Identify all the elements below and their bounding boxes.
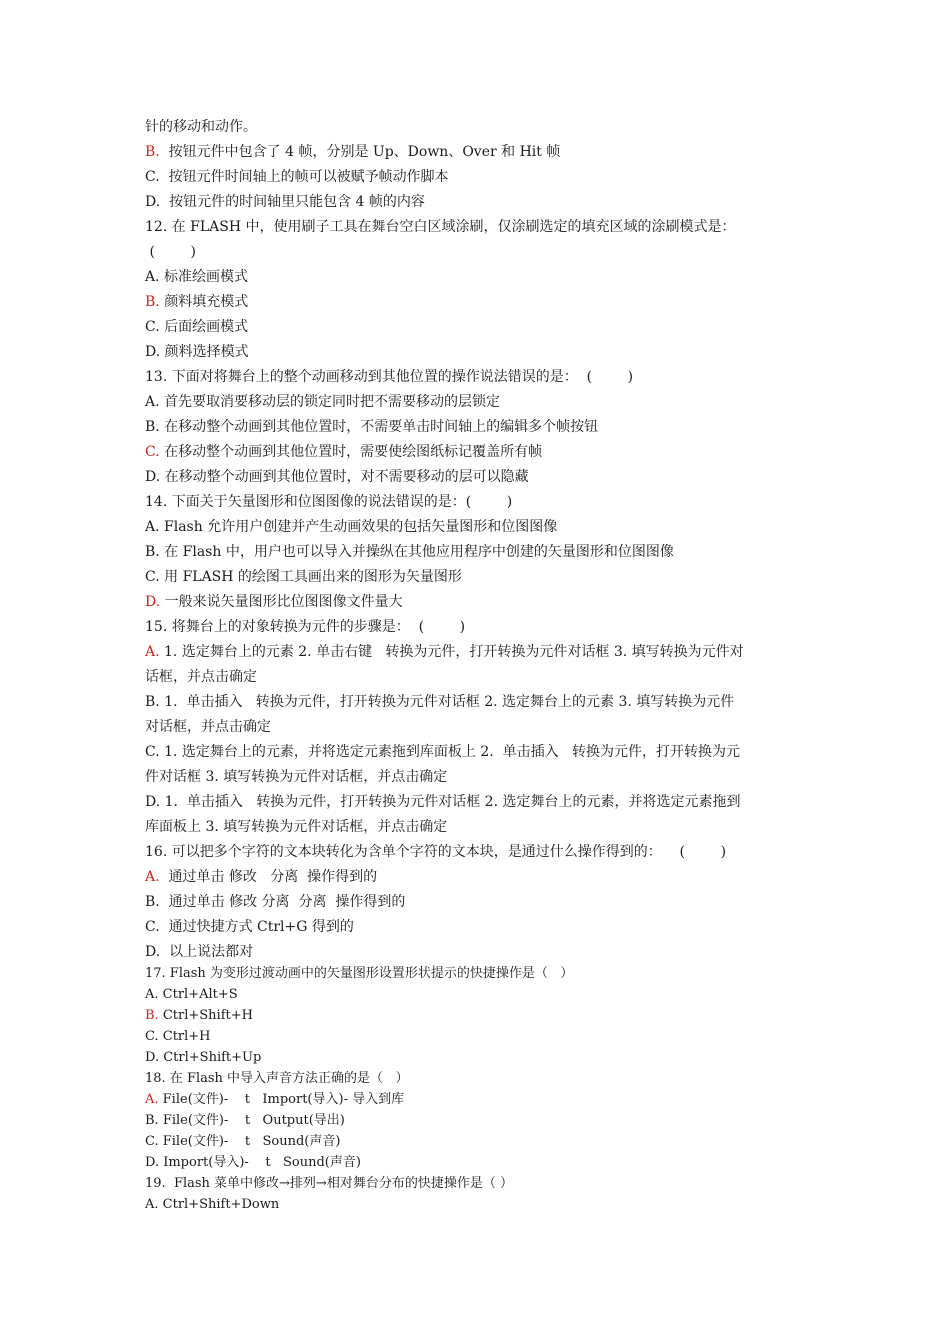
option-line [145,986,238,1004]
line-text: 1. 选定舞台上的元素 2. 单击右键 转换为元件，打开转换为元件对话框 3. 填写转换为元件对 [159,644,744,660]
line-text: 颜料填充模式 [159,294,249,310]
line-text: C. 按钮元件时间轴上的帧可以被赋予帧动作脚本 [145,169,449,185]
line-text: 库面板上 3. 填写转换为元件对话框，并点击确定 [145,819,448,835]
line-text: 件对话框 3. 填写转换为元件对话框，并点击确定 [145,769,448,785]
option-line [145,468,529,486]
answer-mark: C. [145,444,160,460]
option-line [145,418,598,436]
option-line [145,318,248,336]
line-text: 针的移动和动作。 [145,119,257,135]
line-text: B. 通过单击 修改 分离 分离 操作得到的 [145,894,406,910]
option-line [145,1112,345,1130]
text-line [145,143,560,161]
question-19 [145,1175,513,1193]
line-text: D. 按钮元件的时间轴里只能包含 4 帧的内容 [145,194,425,210]
option-line [145,1133,340,1151]
option-line [145,1049,261,1067]
option-line [145,943,253,961]
answer-mark: B. [145,144,160,160]
question-16 [145,843,726,861]
question-15 [145,618,465,636]
line-text: D. 在移动整个动画到其他位置时，对不需要移动的层可以隐藏 [145,469,529,485]
line-text: C. 通过快捷方式 Ctrl+G 得到的 [145,919,354,935]
line-text: C. Ctrl+H [145,1029,211,1044]
line-text: D. 1. 单击插入 转换为元件，打开转换为元件对话框 2. 选定舞台上的元素，并将选定元素拖到 [145,794,741,810]
line-text: 一般来说矢量图形比位图图像文件量大 [160,594,403,610]
line-text: A. Flash 允许用户创建并产生动画效果的包括矢量图形和位图图像 [145,519,558,535]
option-line [145,543,674,561]
line-text: 15. 将舞台上的对象转换为元件的步骤是： ( ) [145,619,466,635]
line-text: 通过单击 修改 分离 操作得到的 [159,869,378,885]
line-text: D. Import(导入)- t Sound(声音) [145,1155,361,1170]
text-line [145,668,257,686]
line-text: 对话框，并点击确定 [145,719,271,735]
option-line [145,268,248,286]
line-text: 19. Flash 菜单中修改→排列→相对舞台分布的快捷操作是（ ） [145,1176,513,1191]
line-text: C. 用 FLASH 的绘图工具画出来的图形为矢量图形 [145,569,462,585]
line-text: B. 在移动整个动画到其他位置时，不需要单击时间轴上的编辑多个帧按钮 [145,419,599,435]
option-line [145,593,403,611]
line-text: 14. 下面关于矢量图形和位图图像的说法错误的是：( ) [145,494,513,510]
option-line [145,1028,211,1046]
text-line [145,718,271,736]
line-text: 17. Flash 为变形过渡动画中的矢量图形设置形状提示的快捷操作是（ ） [145,966,574,981]
line-text: C. 1. 选定舞台上的元素，并将选定元素拖到库面板上 2. 单击插入 转换为元件，打开转换为元 [145,744,740,760]
option-line [145,443,542,461]
option-line [145,1196,279,1214]
text-line [145,118,257,136]
option-line [145,1091,404,1109]
line-text: 话框，并点击确定 [145,669,257,685]
answer-mark: D. [145,594,161,610]
answer-mark: A. [145,1092,159,1107]
line-text: Ctrl+Shift+H [158,1008,253,1023]
line-text: 13. 下面对将舞台上的整个动画移动到其他位置的操作说法错误的是： ( ) [145,369,634,385]
question-13 [145,368,633,386]
line-text: B. 1. 单击插入 转换为元件，打开转换为元件对话框 2. 选定舞台上的元素 3. 填写转换为元件 [145,694,735,710]
line-text: File(文件)- t Import(导入)- 导入到库 [158,1092,405,1107]
option-line [145,868,377,886]
option-line [145,518,557,536]
line-text: D. Ctrl+Shift+Up [145,1050,262,1065]
option-line [145,893,405,911]
option-line [145,293,248,311]
option-line [145,568,462,586]
line-text: 12. 在 FLASH 中，使用刷子工具在舞台空白区域涂刷，仅涂刷选定的填充区域的涂刷模式是： [145,219,736,235]
option-line [145,1007,253,1025]
option-line [145,693,734,711]
answer-mark: B. [145,294,160,310]
answer-mark: A. [145,644,160,660]
text-line [145,243,196,261]
line-text: 16. 可以把多个字符的文本块转化为含单个字符的文本块，是通过什么操作得到的： ( ) [145,844,727,860]
text-line [145,193,425,211]
option-line [145,918,354,936]
line-text: ( ) [145,244,196,260]
line-text: A. Ctrl+Alt+S [145,987,238,1002]
line-text: C. 后面绘画模式 [145,319,249,335]
question-17 [145,965,573,983]
question-18 [145,1070,408,1088]
line-text: B. File(文件)- t Output(导出) [145,1113,345,1128]
option-line [145,643,744,661]
line-text: D. 以上说法都对 [145,944,254,960]
answer-mark: B. [145,1008,159,1023]
text-line [145,818,447,836]
line-text: D. 颜料选择模式 [145,344,249,360]
line-text: C. File(文件)- t Sound(声音) [145,1134,341,1149]
option-line [145,793,741,811]
line-text: A. 标准绘画模式 [145,269,249,285]
question-14 [145,493,512,511]
line-text: 按钮元件中包含了 4 帧，分别是 Up、Down、Over 和 Hit 帧 [159,144,561,160]
text-line [145,168,449,186]
line-text: A. 首先要取消要移动层的锁定同时把不需要移动的层锁定 [145,394,501,410]
text-line [145,768,447,786]
option-line [145,1154,361,1172]
option-line [145,343,249,361]
option-line [145,393,500,411]
option-line [145,743,740,761]
question-12 [145,218,736,236]
line-text: B. 在 Flash 中，用户也可以导入并操纵在其他应用程序中创建的矢量图形和位图图像 [145,544,674,560]
line-text: 18. 在 Flash 中导入声音方法正确的是（ ） [145,1071,409,1086]
answer-mark: A. [145,869,160,885]
line-text: 在移动整个动画到其他位置时，需要使绘图纸标记覆盖所有帧 [159,444,543,460]
line-text: A. Ctrl+Shift+Down [145,1197,280,1212]
